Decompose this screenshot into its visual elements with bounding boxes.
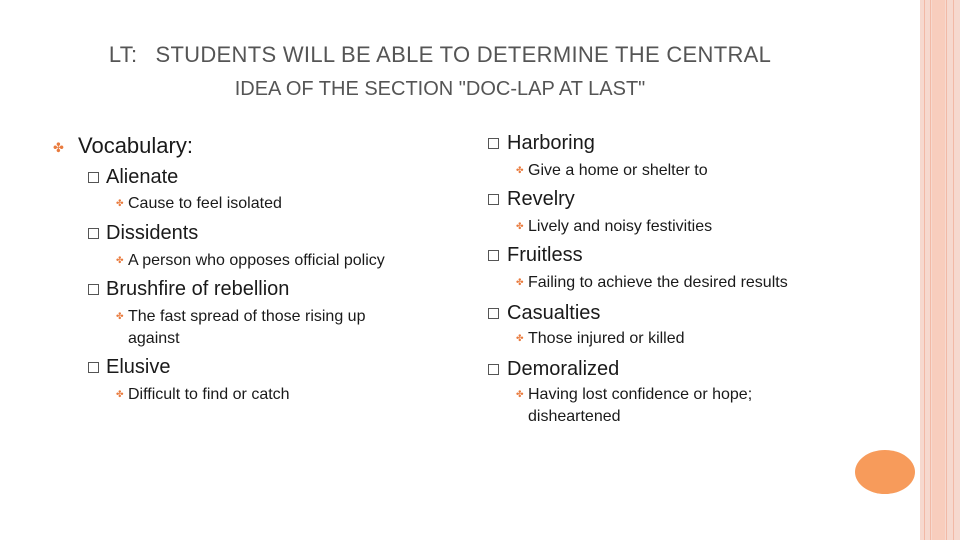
bullet-icon: ✤ [116, 389, 124, 399]
term-dissidents: Dissidents [106, 222, 199, 244]
decorative-line [930, 0, 931, 540]
def-elusive: Difficult to find or catch [128, 386, 290, 403]
checkbox-bullet-icon [88, 284, 99, 295]
bullet-icon: ✤ [516, 221, 524, 231]
decorative-line [946, 0, 947, 540]
decorative-band [932, 0, 945, 540]
def-dissidents: A person who opposes official policy [128, 252, 385, 269]
def-brushfire-1: The fast spread of those rising up [128, 308, 366, 325]
bullet-icon: ✤ [516, 165, 524, 175]
bullet-icon: ✤ [516, 333, 524, 343]
def-fruitless: Failing to achieve the desired results [528, 274, 788, 291]
def-casualties: Those injured or killed [528, 330, 685, 347]
checkbox-bullet-icon [88, 362, 99, 373]
def-alienate: Cause to feel isolated [128, 195, 282, 212]
title-line1: STUDENTS WILL BE ABLE TO DETERMINE THE CENTRAL [155, 42, 772, 67]
checkbox-bullet-icon [488, 364, 499, 375]
title-prefix: LT: [108, 42, 138, 67]
def-demoralized-2: disheartened [528, 408, 621, 425]
checkbox-bullet-icon [488, 194, 499, 205]
term-demoralized: Demoralized [507, 358, 620, 380]
def-harboring: Give a home or shelter to [528, 162, 708, 179]
decorative-line [924, 0, 925, 540]
def-revelry: Lively and noisy festivities [528, 218, 713, 235]
term-harboring: Harboring [507, 132, 595, 154]
checkbox-bullet-icon [88, 172, 99, 183]
slide-title [0, 38, 880, 106]
checkbox-bullet-icon [488, 138, 499, 149]
title-line2: IDEA OF THE SECTION "DOC-LAP AT LAST" [234, 78, 646, 100]
term-alienate: Alienate [106, 166, 179, 188]
bullet-icon: ✤ [116, 311, 124, 321]
decorative-line [953, 0, 954, 540]
term-fruitless: Fruitless [507, 244, 583, 266]
bullet-icon: ✤ [516, 389, 524, 399]
checkbox-bullet-icon [488, 250, 499, 261]
vocab-heading: Vocabulary: [78, 133, 193, 158]
bullet-icon: ✤ [116, 198, 124, 208]
def-demoralized-1: Having lost confidence or hope; [528, 386, 753, 403]
term-casualties: Casualties [507, 302, 601, 324]
checkbox-bullet-icon [488, 308, 499, 319]
term-elusive: Elusive [106, 356, 171, 378]
def-brushfire-2: against [128, 330, 180, 347]
bullet-icon: ✤ [516, 277, 524, 287]
bullet-icon: ✤ [116, 255, 124, 265]
bullet-icon: ✤ [53, 140, 64, 155]
term-revelry: Revelry [507, 188, 575, 210]
decorative-dot [855, 450, 915, 494]
term-brushfire: Brushfire of rebellion [106, 278, 290, 300]
checkbox-bullet-icon [88, 228, 99, 239]
